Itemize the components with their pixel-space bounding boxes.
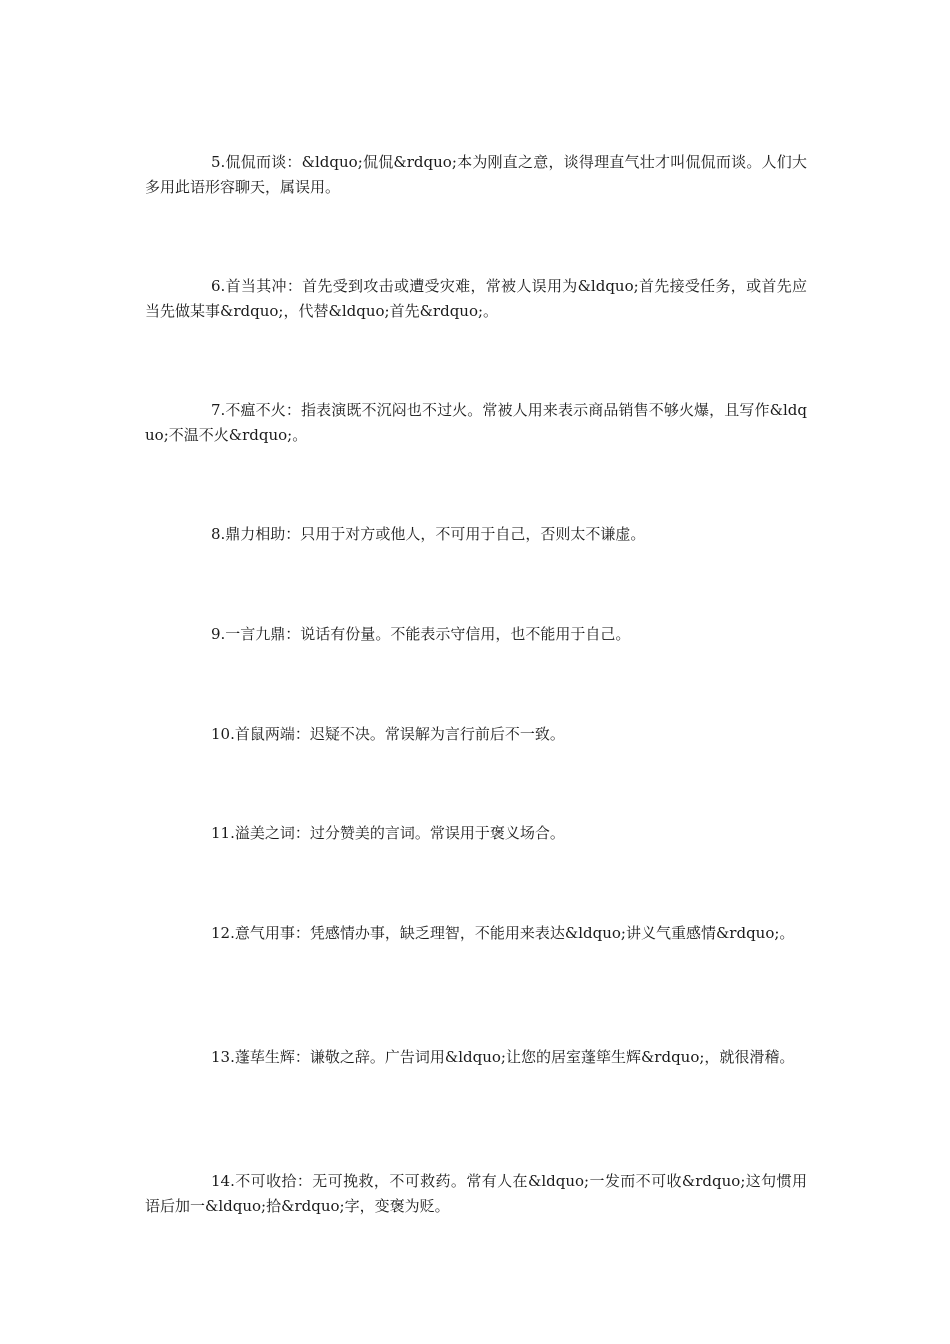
paragraph-10: 10.首鼠两端：迟疑不决。常误解为言行前后不一致。	[211, 725, 565, 743]
paragraph-6: 6.首当其冲：首先受到攻击或遭受灾难，常被人误用为&ldquo;首先接受任务，或首先应当先做某事&rdquo;，代替&ldquo;首先&rdquo;。	[145, 277, 807, 320]
paragraph-13: 13.蓬荜生辉：谦敬之辞。广告词用&ldquo;让您的居室蓬筚生辉&rdquo;，就很滑稽。	[211, 1048, 795, 1066]
paragraph-14: 14.不可收拾：无可挽救，不可救药。常有人在&ldquo;一发而不可收&rdquo;这句惯用语后加一&ldquo;拾&rdquo;字，变褒为贬。	[145, 1172, 807, 1215]
paragraph-11: 11.溢美之词：过分赞美的言词。常误用于褒义场合。	[211, 824, 565, 842]
paragraph-12: 12.意气用事：凭感情办事，缺乏理智，不能用来表达&ldquo;讲义气重感情&rdquo;。	[211, 924, 795, 942]
paragraph-8: 8.鼎力相助：只用于对方或他人，不可用于自己，否则太不谦虚。	[211, 525, 646, 543]
paragraph-9: 9.一言九鼎：说话有份量。不能表示守信用，也不能用于自己。	[211, 625, 631, 643]
paragraph-5: 5.侃侃而谈：&ldquo;侃侃&rdquo;本为刚直之意，谈得理直气壮才叫侃侃而谈。人们大多用此语形容聊天，属误用。	[145, 153, 807, 196]
paragraph-7: 7.不瘟不火：指表演既不沉闷也不过火。常被人用来表示商品销售不够火爆，且写作&ldquo;不温不火&rdquo;。	[145, 401, 807, 444]
